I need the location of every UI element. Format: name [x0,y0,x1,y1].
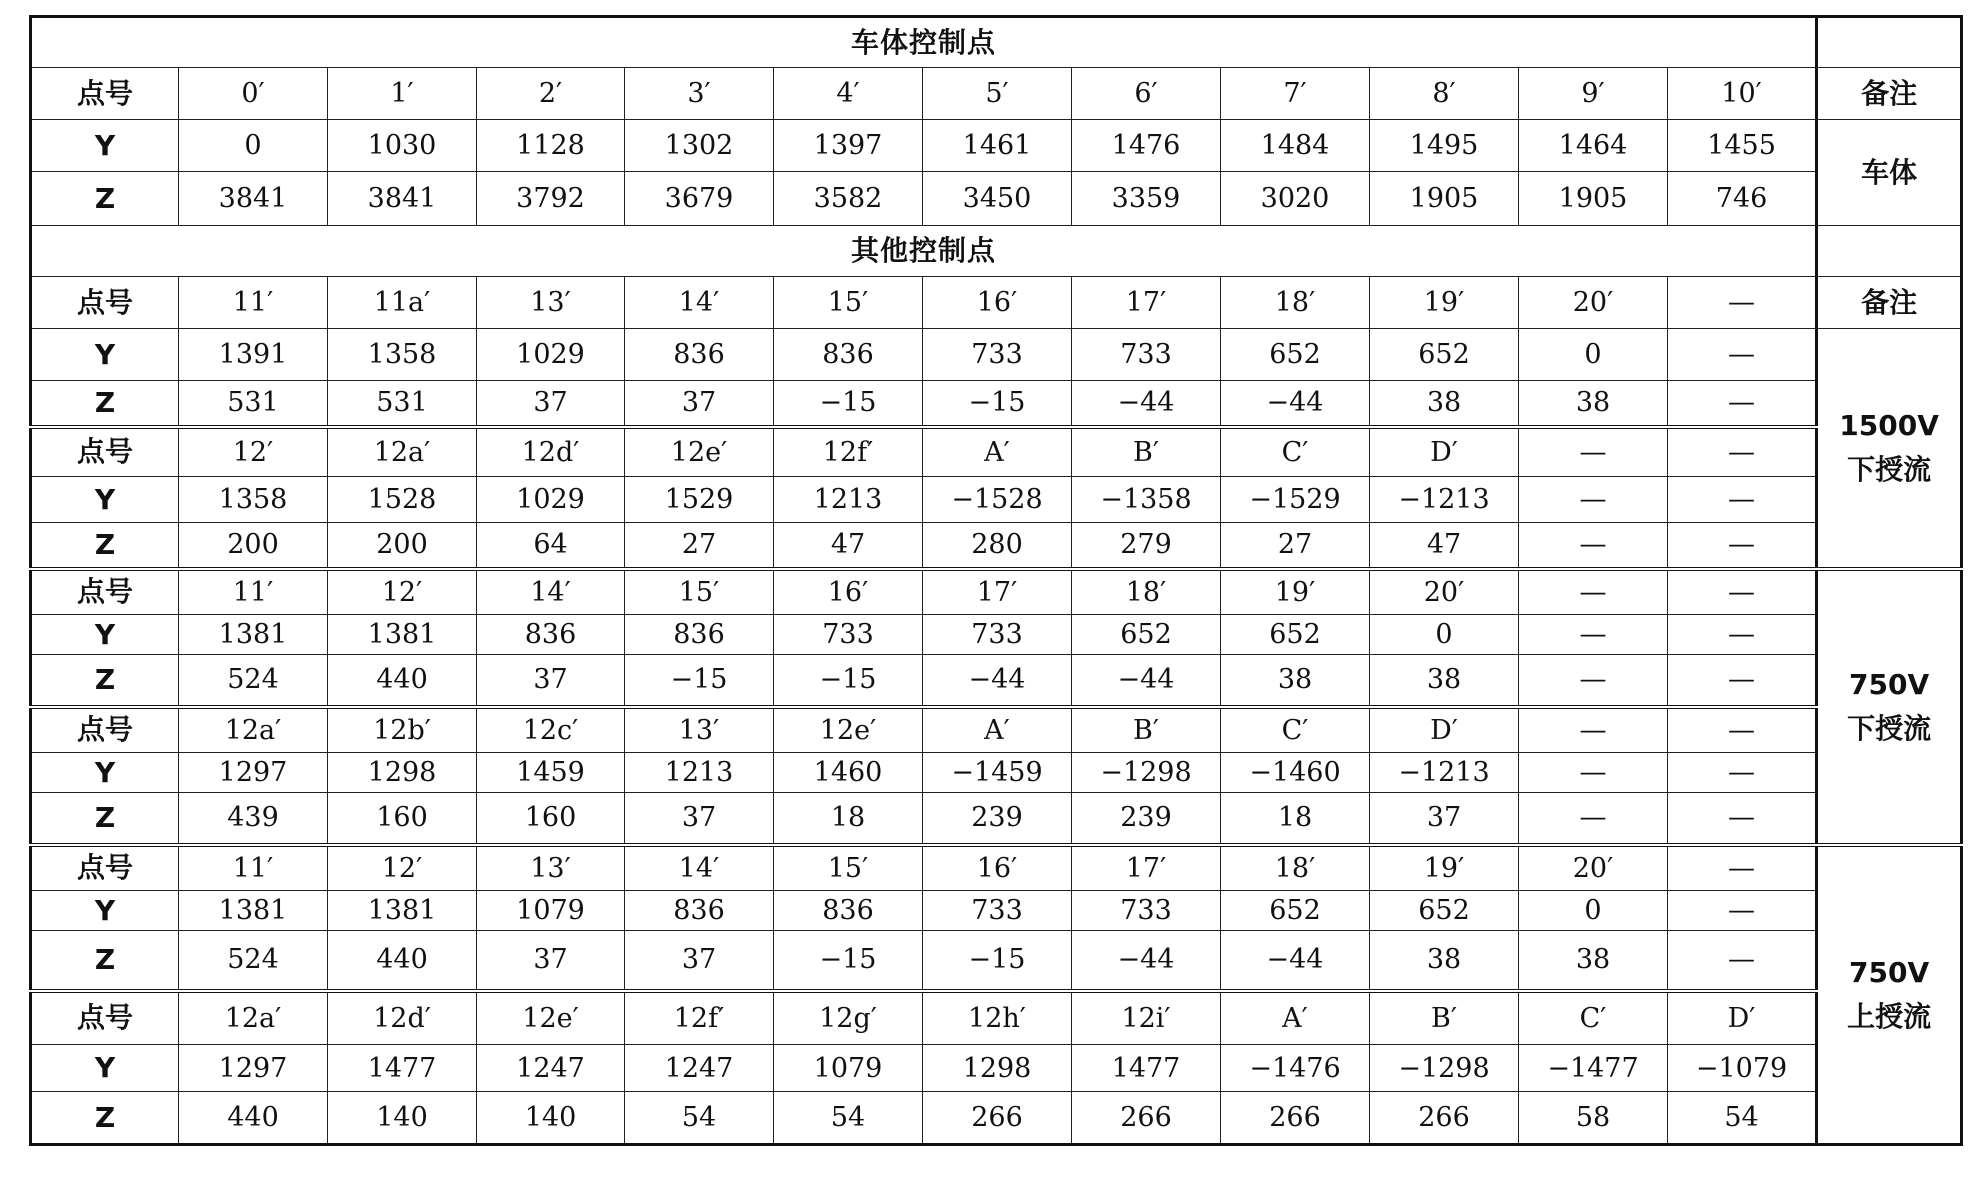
row-label: Y [31,891,179,931]
row-label: Y [31,120,179,172]
table-cell: −15 [923,931,1072,991]
table-cell: 1495 [1370,120,1519,172]
table-cell: 746 [1668,172,1817,226]
table-cell: 12′ [179,427,328,477]
table-cell: 1484 [1221,120,1370,172]
row-label: Y [31,477,179,523]
table-cell: 440 [328,655,477,707]
table-cell: 1297 [179,753,328,793]
table-cell: 836 [774,891,923,931]
table-cell: 10′ [1668,68,1817,120]
table-cell: 1298 [923,1045,1072,1092]
table-cell: 652 [1221,891,1370,931]
table-cell: 11a′ [328,277,477,329]
coordinate-row-z [31,523,1962,569]
table-cell: 38 [1370,931,1519,991]
table-cell: 1213 [774,477,923,523]
coordinate-row-y [31,753,1962,793]
table-cell: 12e′ [477,991,625,1045]
table-cell: 836 [477,615,625,655]
table-cell: 11′ [179,569,328,615]
table-cell: — [1668,931,1817,991]
table-cell: 3841 [179,172,328,226]
note-line: 下授流 [1847,711,1932,745]
row-label: 点号 [31,569,179,615]
table-cell: 733 [923,615,1072,655]
table-cell: B′ [1072,707,1221,753]
coordinate-row-z [31,172,1962,226]
row-label: Y [31,329,179,381]
coordinate-row-y [31,615,1962,655]
note-line: 750V [1849,956,1930,990]
table-cell: 27 [625,523,774,569]
table-cell: — [1668,477,1817,523]
table-cell: 12i′ [1072,991,1221,1045]
table-cell: A′ [1221,991,1370,1045]
table-cell: 7′ [1221,68,1370,120]
table-cell: −1459 [923,753,1072,793]
table-cell: — [1668,753,1817,793]
table-cell: 200 [179,523,328,569]
table-cell: −1529 [1221,477,1370,523]
table-cell: — [1668,277,1817,329]
row-label: Z [31,523,179,569]
note-line: 1500V [1839,409,1939,443]
table-cell: 54 [625,1092,774,1145]
table-cell: 16′ [774,569,923,615]
point-number-row [31,845,1962,891]
table-cell: 37 [625,931,774,991]
table-cell: — [1668,793,1817,845]
table-cell: −44 [1221,931,1370,991]
table-cell: 1381 [179,891,328,931]
table-cell: 17′ [1072,845,1221,891]
table-cell: 1358 [179,477,328,523]
table-cell: 1030 [328,120,477,172]
table-cell: 12h′ [923,991,1072,1045]
table-cell: A′ [923,427,1072,477]
coordinate-row-z [31,793,1962,845]
table-cell: 20′ [1370,569,1519,615]
table-cell: B′ [1072,427,1221,477]
table-cell: −44 [1221,381,1370,427]
table-cell: −15 [625,655,774,707]
table-cell: 1459 [477,753,625,793]
table-cell: 1298 [328,753,477,793]
row-label: Y [31,1045,179,1092]
table-cell: 1079 [774,1045,923,1092]
table-cell: 239 [923,793,1072,845]
table-cell: 12b′ [328,707,477,753]
table-cell: 16′ [923,845,1072,891]
row-label: Z [31,381,179,427]
table-cell: 20′ [1519,845,1668,891]
table-cell: 15′ [625,569,774,615]
point-number-row [31,569,1962,615]
table-cell: 37 [477,381,625,427]
table-cell: 58 [1519,1092,1668,1145]
table-cell: 47 [774,523,923,569]
table-cell: D′ [1370,427,1519,477]
table-cell: 266 [1221,1092,1370,1145]
note-line: 下授流 [1847,452,1932,486]
coordinate-row-z [31,655,1962,707]
row-label: Y [31,615,179,655]
table-cell: 652 [1221,615,1370,655]
row-label: Y [31,753,179,793]
table-cell: 1247 [477,1045,625,1092]
table-cell: 5′ [923,68,1072,120]
table-cell: 12c′ [477,707,625,753]
section-title-row [31,226,1962,277]
table-cell: 524 [179,931,328,991]
table-cell: 266 [923,1092,1072,1145]
coordinate-row-z [31,931,1962,991]
table-cell: 17′ [923,569,1072,615]
table-cell: 1381 [328,615,477,655]
table-cell: 280 [923,523,1072,569]
row-label: Z [31,931,179,991]
note-header: 备注 [1817,277,1962,329]
table-cell: 18 [774,793,923,845]
table-cell: 1905 [1519,172,1668,226]
table-cell: 1391 [179,329,328,381]
table-cell: 19′ [1370,845,1519,891]
table-cell: 1029 [477,477,625,523]
table-cell: 12a′ [328,427,477,477]
table-cell: 16′ [923,277,1072,329]
table-cell: 1381 [328,891,477,931]
table-cell: −44 [923,655,1072,707]
table-cell: 1302 [625,120,774,172]
table-cell: 38 [1519,381,1668,427]
table-cell: — [1668,845,1817,891]
table-cell: — [1668,615,1817,655]
table-cell: 19′ [1221,569,1370,615]
table-cell: A′ [923,707,1072,753]
table-cell: −1298 [1370,1045,1519,1092]
table-cell: 14′ [625,277,774,329]
table-cell: 14′ [477,569,625,615]
table-cell: — [1668,891,1817,931]
point-number-row [31,277,1962,329]
table-cell: 64 [477,523,625,569]
table-cell: 19′ [1370,277,1519,329]
coordinate-row-y [31,120,1962,172]
table-cell: 27 [1221,523,1370,569]
section-title: 其他控制点 [31,226,1817,277]
row-label: 点号 [31,991,179,1045]
table-cell: D′ [1668,991,1817,1045]
table-cell: 0′ [179,68,328,120]
table-cell: 3′ [625,68,774,120]
table-cell: 733 [1072,891,1221,931]
table-cell: 1358 [328,329,477,381]
table-cell: 37 [477,655,625,707]
table-cell: 4′ [774,68,923,120]
table-cell: 1297 [179,1045,328,1092]
table-cell: 12a′ [179,707,328,753]
coordinate-row-y [31,891,1962,931]
group-note [1817,120,1962,226]
table-cell: B′ [1370,991,1519,1045]
table-cell: 14′ [625,845,774,891]
note-line: 上授流 [1847,999,1932,1033]
table-cell: C′ [1221,427,1370,477]
table-cell: 531 [179,381,328,427]
coordinate-row-z [31,1092,1962,1145]
table-cell: 160 [477,793,625,845]
point-number-row [31,707,1962,753]
table-cell: 440 [179,1092,328,1145]
table-cell: 3020 [1221,172,1370,226]
table-cell: 37 [625,793,774,845]
table-cell: 266 [1370,1092,1519,1145]
table-cell: 1455 [1668,120,1817,172]
table-cell: 12a′ [179,991,328,1045]
coordinate-row-z [31,381,1962,427]
table-cell: — [1668,707,1817,753]
row-label: Z [31,793,179,845]
point-number-row [31,991,1962,1045]
table-cell: 0 [1370,615,1519,655]
table-cell: 1528 [328,477,477,523]
table-cell: 524 [179,655,328,707]
table-cell: 1464 [1519,120,1668,172]
table-cell: −44 [1072,655,1221,707]
row-label: Z [31,1092,179,1145]
table-cell: — [1519,655,1668,707]
table-cell: 0 [1519,329,1668,381]
table-cell: 18′ [1072,569,1221,615]
table-cell: 9′ [1519,68,1668,120]
table-cell: 1477 [1072,1045,1221,1092]
note-column-blank [1817,226,1962,277]
table-cell: 6′ [1072,68,1221,120]
table-cell: 0 [179,120,328,172]
table-cell: −1213 [1370,477,1519,523]
table-cell: — [1519,477,1668,523]
table-cell: −1528 [923,477,1072,523]
table-cell: 37 [625,381,774,427]
table-cell: 1213 [625,753,774,793]
table-cell: — [1519,427,1668,477]
table-cell: 1397 [774,120,923,172]
row-label: 点号 [31,707,179,753]
table-cell: −44 [1072,931,1221,991]
table-cell: 47 [1370,523,1519,569]
row-label: 点号 [31,277,179,329]
table-body [31,17,1962,1145]
table-cell: — [1519,753,1668,793]
table-cell: 13′ [477,845,625,891]
table-cell: 1477 [328,1045,477,1092]
table-cell: 17′ [1072,277,1221,329]
row-label: 点号 [31,427,179,477]
point-number-row [31,427,1962,477]
control-points-table [29,15,1963,1146]
table-cell: 13′ [625,707,774,753]
table-cell: 1029 [477,329,625,381]
table-cell: 3679 [625,172,774,226]
table-cell: 37 [1370,793,1519,845]
table-cell: 15′ [774,277,923,329]
note-column-blank [1817,17,1962,68]
table-cell: −15 [923,381,1072,427]
table-cell: 652 [1370,891,1519,931]
group-note [1817,569,1962,845]
table-cell: 1381 [179,615,328,655]
table-cell: 160 [328,793,477,845]
table-cell: — [1519,615,1668,655]
table-cell: 38 [1519,931,1668,991]
table-cell: 54 [774,1092,923,1145]
table-cell: −1079 [1668,1045,1817,1092]
table-cell: 38 [1221,655,1370,707]
row-label: 点号 [31,68,179,120]
table-cell: 279 [1072,523,1221,569]
point-number-row [31,68,1962,120]
table-cell: −44 [1072,381,1221,427]
table-cell: 1128 [477,120,625,172]
table-cell: 266 [1072,1092,1221,1145]
table-cell: 439 [179,793,328,845]
section-title: 车体控制点 [31,17,1817,68]
table-cell: 3359 [1072,172,1221,226]
table-cell: 18′ [1221,277,1370,329]
table-cell: −1477 [1519,1045,1668,1092]
table-cell: 1247 [625,1045,774,1092]
table-cell: 1079 [477,891,625,931]
table-cell: 12′ [328,569,477,615]
table-cell: — [1668,427,1817,477]
table-cell: — [1668,569,1817,615]
table-cell: 1476 [1072,120,1221,172]
table-cell: 2′ [477,68,625,120]
table-cell: 733 [923,891,1072,931]
row-label: 点号 [31,845,179,891]
table-cell: −1476 [1221,1045,1370,1092]
table-cell: −15 [774,931,923,991]
table-cell: 1461 [923,120,1072,172]
table-cell: 12e′ [774,707,923,753]
table-cell: 38 [1370,655,1519,707]
table-cell: 440 [328,931,477,991]
table-cell: −1298 [1072,753,1221,793]
table-cell: 836 [625,329,774,381]
table-cell: — [1519,523,1668,569]
coordinate-row-y [31,329,1962,381]
table-cell: 18′ [1221,845,1370,891]
table-cell: 12e′ [625,427,774,477]
table-cell: 13′ [477,277,625,329]
table-cell: 1′ [328,68,477,120]
table-cell: C′ [1221,707,1370,753]
table-cell: 11′ [179,277,328,329]
table-cell: 38 [1370,381,1519,427]
table-cell: −15 [774,381,923,427]
table-cell: 531 [328,381,477,427]
table-cell: — [1519,793,1668,845]
table-cell: 733 [774,615,923,655]
table-cell: — [1519,569,1668,615]
table-cell: 11′ [179,845,328,891]
table-cell: 54 [1668,1092,1817,1145]
table-cell: −15 [774,655,923,707]
table-cell: 37 [477,931,625,991]
table-cell: 12d′ [328,991,477,1045]
table-cell: 3450 [923,172,1072,226]
table-cell: 836 [625,891,774,931]
table-cell: 1905 [1370,172,1519,226]
table-cell: 652 [1072,615,1221,655]
note-header: 备注 [1817,68,1962,120]
coordinate-row-y [31,1045,1962,1092]
table-cell: 140 [328,1092,477,1145]
table-cell: 239 [1072,793,1221,845]
table-cell: 652 [1221,329,1370,381]
coordinate-row-y [31,477,1962,523]
table-cell: 12f′ [774,427,923,477]
table-cell: — [1668,329,1817,381]
table-cell: 12d′ [477,427,625,477]
table-cell: 18 [1221,793,1370,845]
group-note [1817,329,1962,569]
table-cell: 20′ [1519,277,1668,329]
table-cell: C′ [1519,991,1668,1045]
table-cell: 8′ [1370,68,1519,120]
table-cell: 12f′ [625,991,774,1045]
table-cell: −1358 [1072,477,1221,523]
section-title-row [31,17,1962,68]
table-cell: 733 [1072,329,1221,381]
table-cell: 3792 [477,172,625,226]
table-cell: 12′ [328,845,477,891]
table-cell: 1460 [774,753,923,793]
table-cell: 3582 [774,172,923,226]
table-cell: 836 [774,329,923,381]
table-cell: 0 [1519,891,1668,931]
table-cell: 12g′ [774,991,923,1045]
table-cell: — [1668,523,1817,569]
table-cell: 652 [1370,329,1519,381]
note-line: 车体 [1861,155,1918,189]
table-cell: 3841 [328,172,477,226]
table-cell: 1529 [625,477,774,523]
table-cell: — [1668,655,1817,707]
table-cell: 733 [923,329,1072,381]
table-cell: 140 [477,1092,625,1145]
table-cell: −1213 [1370,753,1519,793]
group-note [1817,845,1962,1145]
table-cell: — [1668,381,1817,427]
row-label: Z [31,655,179,707]
table-cell: 200 [328,523,477,569]
note-line: 750V [1849,668,1930,702]
table-cell: −1460 [1221,753,1370,793]
row-label: Z [31,172,179,226]
table-cell: D′ [1370,707,1519,753]
table-cell: 836 [625,615,774,655]
table-cell: — [1519,707,1668,753]
table-cell: 15′ [774,845,923,891]
